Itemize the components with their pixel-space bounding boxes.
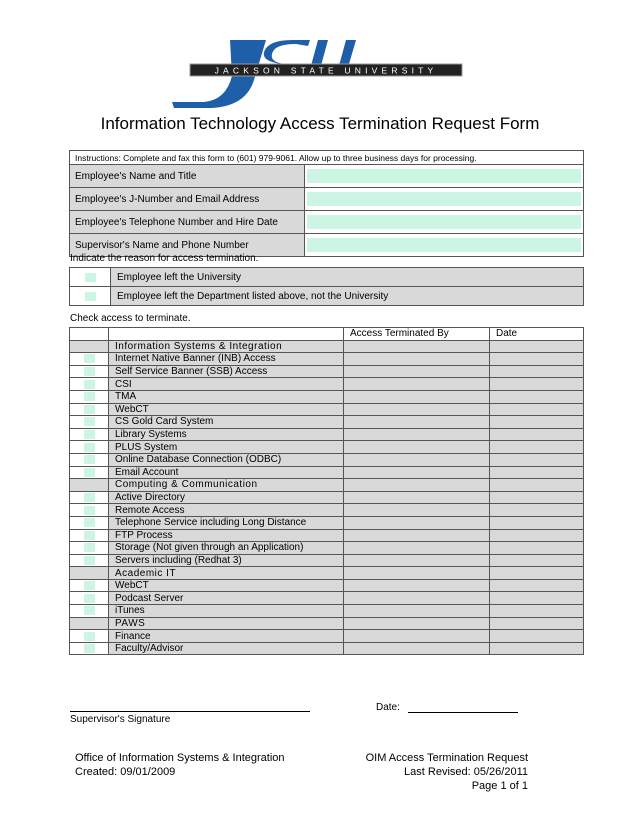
access-item-row — [70, 642, 584, 655]
info-label-name: Employee's Name and Title — [70, 165, 305, 188]
terminated-by-cell[interactable] — [344, 491, 490, 504]
page-title: Information Technology Access Termination Request Form — [100, 114, 540, 133]
signature-label: Supervisor's Signature — [70, 714, 171, 725]
supervisor-field[interactable] — [307, 238, 581, 252]
terminated-by-cell[interactable] — [344, 378, 490, 391]
access-item-row — [70, 428, 584, 441]
footer-office: Office of Information Systems & Integration — [75, 752, 285, 764]
date-cell[interactable] — [490, 504, 584, 517]
access-checkbox[interactable] — [84, 531, 95, 540]
date-cell[interactable] — [490, 642, 584, 655]
access-section-row — [70, 617, 584, 630]
footer-form-name: OIM Access Termination Request — [365, 752, 528, 764]
terminated-by-cell[interactable] — [344, 353, 490, 366]
access-section-row — [70, 479, 584, 492]
access-item-label: Self Service Banner (SSB) Access — [109, 365, 344, 378]
access-header-row — [70, 328, 584, 341]
terminated-by-cell[interactable] — [344, 504, 490, 517]
info-row — [70, 188, 584, 211]
access-checkbox[interactable] — [84, 543, 95, 552]
date-cell[interactable] — [490, 365, 584, 378]
access-item-row — [70, 491, 584, 504]
access-checkbox[interactable] — [84, 443, 95, 452]
col-date: Date — [490, 328, 584, 341]
date-cell[interactable] — [490, 378, 584, 391]
terminated-by-cell[interactable] — [344, 592, 490, 605]
access-item-label: Storage (Not given through an Application) — [109, 542, 344, 555]
access-item-label: Finance — [109, 630, 344, 643]
terminated-by-cell — [344, 340, 490, 353]
access-checkbox[interactable] — [84, 430, 95, 439]
access-checkbox[interactable] — [84, 405, 95, 414]
access-checkbox[interactable] — [84, 594, 95, 603]
terminated-by-cell[interactable] — [344, 642, 490, 655]
access-item-row — [70, 453, 584, 466]
date-cell[interactable] — [490, 516, 584, 529]
footer-page: Page 1 of 1 — [471, 780, 528, 792]
access-item-label: Remote Access — [109, 504, 344, 517]
access-item-label: Active Directory — [109, 491, 344, 504]
access-item-label: Internet Native Banner (INB) Access — [109, 353, 344, 366]
access-item-label: CSI — [109, 378, 344, 391]
terminated-by-cell[interactable] — [344, 403, 490, 416]
access-section-label: Information Systems & Integration — [109, 340, 344, 353]
reason-option-university: Employee left the University — [111, 268, 584, 287]
terminated-by-cell[interactable] — [344, 630, 490, 643]
access-checkbox[interactable] — [84, 493, 95, 502]
date-cell[interactable] — [490, 428, 584, 441]
info-label-supervisor: Supervisor's Name and Phone Number — [70, 234, 305, 257]
access-item-row — [70, 353, 584, 366]
date-cell — [490, 340, 584, 353]
access-item-row — [70, 516, 584, 529]
col-terminated-by: Access Terminated By — [344, 328, 490, 341]
access-item-label: Online Database Connection (ODBC) — [109, 453, 344, 466]
date-cell — [490, 479, 584, 492]
access-checkbox[interactable] — [84, 506, 95, 515]
terminated-by-cell[interactable] — [344, 605, 490, 618]
terminated-by-cell[interactable] — [344, 466, 490, 479]
terminated-by-cell — [344, 617, 490, 630]
info-label-jnumber: Employee's J-Number and Email Address — [70, 188, 305, 211]
access-checkbox[interactable] — [84, 455, 95, 464]
instructions-text: Instructions: Complete and fax this form to (601) 979-9061. Allow up to three business days for processing. — [70, 151, 584, 165]
access-item-label: Faculty/Advisor — [109, 642, 344, 655]
date-cell[interactable] — [490, 491, 584, 504]
footer-right — [366, 751, 528, 793]
access-item-row — [70, 542, 584, 555]
terminated-by-cell[interactable] — [344, 428, 490, 441]
date-cell[interactable] — [490, 390, 584, 403]
date-cell[interactable] — [490, 529, 584, 542]
terminated-by-cell[interactable] — [344, 365, 490, 378]
terminated-by-cell[interactable] — [344, 416, 490, 429]
access-item-label: WebCT — [109, 579, 344, 592]
access-item-row — [70, 365, 584, 378]
terminated-by-cell[interactable] — [344, 453, 490, 466]
info-row — [70, 165, 584, 188]
terminated-by-cell — [344, 479, 490, 492]
date-cell[interactable] — [490, 403, 584, 416]
reason-prompt: Indicate the reason for access termination. — [70, 253, 259, 264]
reason-checkbox-department[interactable] — [85, 292, 96, 301]
info-row — [70, 211, 584, 234]
jsu-logo — [168, 36, 468, 112]
signature-line[interactable] — [70, 711, 310, 712]
access-item-label: Telephone Service including Long Distance — [109, 516, 344, 529]
access-item-label: Email Account — [109, 466, 344, 479]
access-item-row — [70, 416, 584, 429]
access-item-row — [70, 390, 584, 403]
access-item-label: CS Gold Card System — [109, 416, 344, 429]
access-item-row — [70, 504, 584, 517]
access-item-row — [70, 554, 584, 567]
access-section-row — [70, 567, 584, 580]
jnumber-email-field[interactable] — [307, 192, 581, 206]
access-section-label: Academic IT — [109, 567, 344, 580]
terminated-by-cell[interactable] — [344, 554, 490, 567]
access-checkbox[interactable] — [84, 417, 95, 426]
terminated-by-cell[interactable] — [344, 390, 490, 403]
access-checkbox[interactable] — [84, 392, 95, 401]
jsu-logo-graphic — [168, 36, 468, 112]
date-cell[interactable] — [490, 441, 584, 454]
access-item-label: iTunes — [109, 605, 344, 618]
footer-revised: Last Revised: 05/26/2011 — [404, 766, 528, 778]
terminated-by-cell — [344, 567, 490, 580]
access-section-label: PAWS — [109, 617, 344, 630]
access-checkbox[interactable] — [84, 644, 95, 653]
access-checkbox[interactable] — [84, 556, 95, 565]
reason-option-department: Employee left the Department listed above, not the University — [111, 287, 584, 306]
date-cell[interactable] — [490, 605, 584, 618]
reason-checkbox-university[interactable] — [85, 273, 96, 282]
date-line[interactable] — [408, 712, 518, 713]
date-cell[interactable] — [490, 592, 584, 605]
access-section-row — [70, 340, 584, 353]
footer-created: Created: 09/01/2009 — [75, 766, 176, 778]
terminated-by-cell[interactable] — [344, 516, 490, 529]
access-item-row — [70, 579, 584, 592]
access-item-label: PLUS System — [109, 441, 344, 454]
access-item-row — [70, 592, 584, 605]
access-checkbox[interactable] — [84, 354, 95, 363]
access-item-row — [70, 403, 584, 416]
access-checkbox[interactable] — [84, 518, 95, 527]
access-checkbox[interactable] — [84, 468, 95, 477]
access-item-row — [70, 378, 584, 391]
university-name: JACKSON STATE UNIVERSITY — [214, 65, 438, 76]
date-cell — [490, 567, 584, 580]
footer-left — [75, 751, 285, 779]
access-prompt: Check access to terminate. — [70, 313, 191, 324]
access-item-label: Servers including (Redhat 3) — [109, 554, 344, 567]
access-item-row — [70, 630, 584, 643]
employee-name-field[interactable] — [307, 169, 581, 183]
access-checkbox[interactable] — [84, 581, 95, 590]
date-cell[interactable] — [490, 416, 584, 429]
date-cell[interactable] — [490, 542, 584, 555]
access-checkbox[interactable] — [84, 606, 95, 615]
terminated-by-cell[interactable] — [344, 542, 490, 555]
date-label: Date: — [376, 702, 400, 713]
access-item-label: WebCT — [109, 403, 344, 416]
date-cell[interactable] — [490, 453, 584, 466]
reason-row — [70, 287, 584, 306]
date-cell[interactable] — [490, 466, 584, 479]
date-cell[interactable] — [490, 630, 584, 643]
access-checkbox[interactable] — [84, 632, 95, 641]
date-cell[interactable] — [490, 579, 584, 592]
access-item-row — [70, 529, 584, 542]
access-checkbox[interactable] — [84, 367, 95, 376]
date-cell — [490, 617, 584, 630]
reason-table — [69, 267, 584, 306]
terminated-by-cell[interactable] — [344, 441, 490, 454]
access-checkbox[interactable] — [84, 380, 95, 389]
access-item-label: Podcast Server — [109, 592, 344, 605]
terminated-by-cell[interactable] — [344, 529, 490, 542]
terminated-by-cell[interactable] — [344, 579, 490, 592]
access-item-label: Library Systems — [109, 428, 344, 441]
access-item-row — [70, 466, 584, 479]
date-cell[interactable] — [490, 353, 584, 366]
phone-hire-date-field[interactable] — [307, 215, 581, 229]
access-table — [69, 327, 584, 655]
info-label-phone: Employee's Telephone Number and Hire Date — [70, 211, 305, 234]
reason-row — [70, 268, 584, 287]
access-item-label: FTP Process — [109, 529, 344, 542]
access-section-label: Computing & Communication — [109, 479, 344, 492]
employee-info-table — [69, 150, 584, 257]
access-item-row — [70, 605, 584, 618]
date-cell[interactable] — [490, 554, 584, 567]
access-item-row — [70, 441, 584, 454]
access-item-label: TMA — [109, 390, 344, 403]
